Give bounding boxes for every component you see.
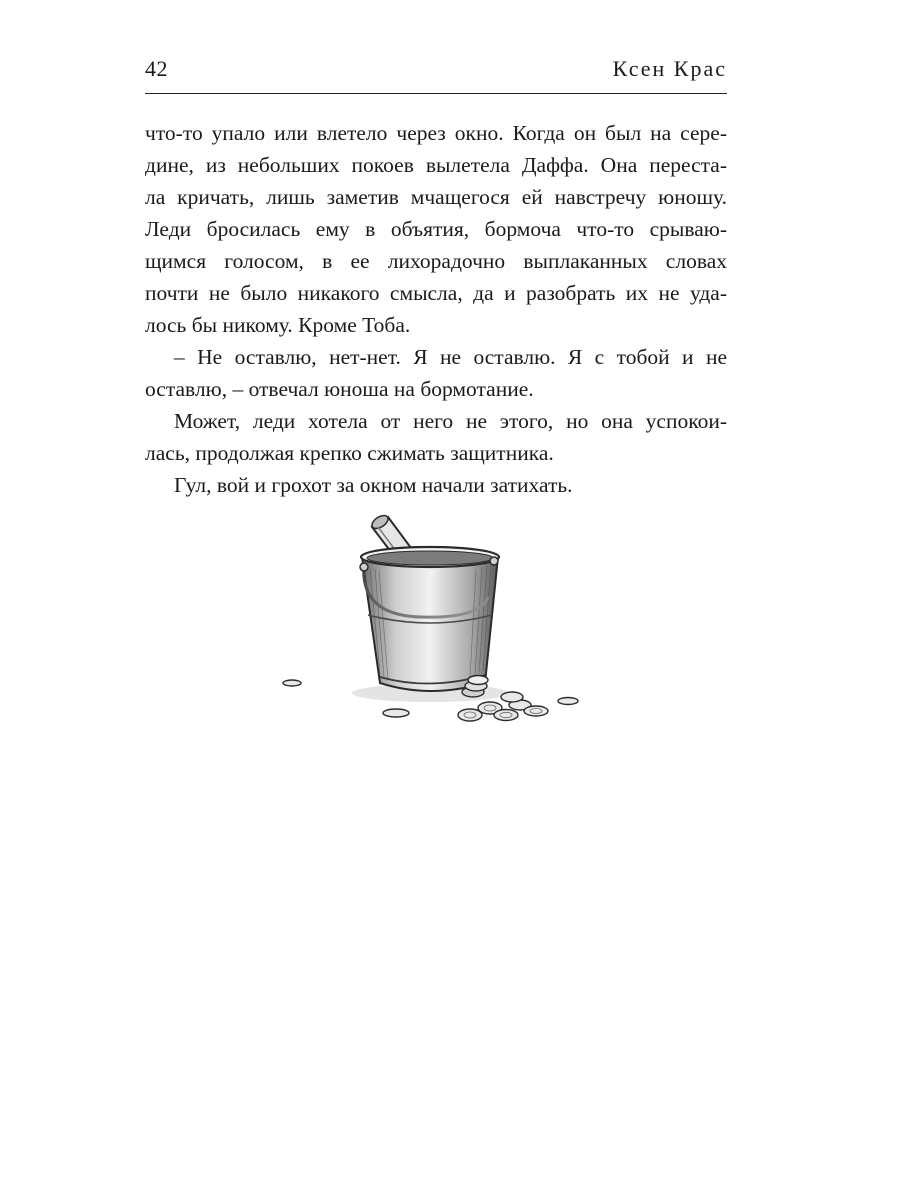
bucket-illustration (280, 505, 580, 730)
text-line: Гул, вой и грохот за окном начали затихать. (174, 473, 573, 497)
text-line: лось бы никому. Кроме Тоба. (145, 313, 411, 337)
page-number: 42 (145, 56, 168, 81)
text-line: оставлю, – отвечал юноша на бормотание. (145, 377, 534, 401)
text-line: – Не оставлю, нет-нет. Я не оставлю. Я с тобой и не (174, 345, 727, 369)
text-line: что-то упало или влетело через окно. Когда он был на сере- (145, 121, 727, 145)
text-line: лась, продолжая крепко сжимать защитника. (145, 441, 554, 465)
text-line: ла кричать, лишь заметив мчащегося ей навстречу юношу. (145, 185, 727, 209)
text-line: щимся голосом, в ее лихорадочно выплаканных словах (145, 249, 727, 273)
bucket-body (362, 557, 498, 691)
text-line: Леди бросилась ему в объятия, бормоча что-то срываю- (145, 217, 727, 241)
text-line: почти не было никакого смысла, да и разобрать их не уда- (145, 281, 727, 305)
body-text (145, 117, 727, 501)
text-line: Может, леди хотела от него не этого, но она успокои- (174, 409, 727, 433)
header-rule (145, 93, 727, 94)
author-name: Ксен Крас (612, 56, 727, 81)
text-line: дине, из небольших покоев вылетела Даффа. Она переста- (145, 153, 727, 177)
running-head (145, 56, 727, 92)
